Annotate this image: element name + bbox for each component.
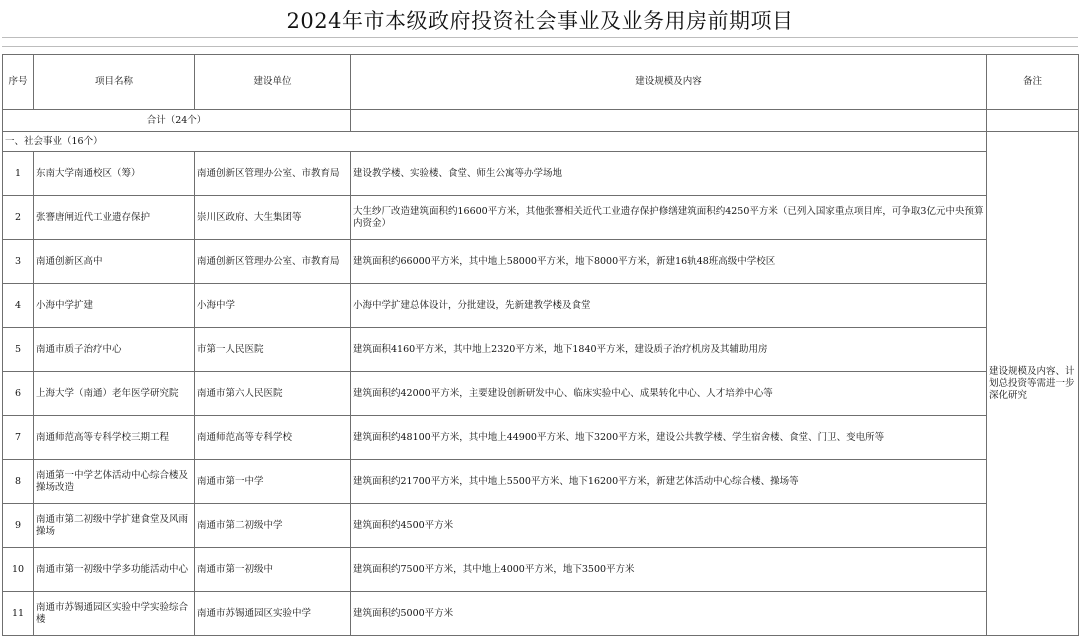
row-content: 小海中学扩建总体设计，分批建设，先新建教学楼及食堂 (351, 284, 987, 328)
row-builder: 崇川区政府、大生集团等 (195, 196, 351, 240)
row-content: 大生纱厂改造建筑面积约16600平方米，其他张謇相关近代工业遗存保护修缮建筑面积约4250平方米（已列入国家重点项目库，可争取3亿元中央预算内资金） (351, 196, 987, 240)
total-row (3, 110, 1079, 132)
total-remark (987, 110, 1079, 132)
row-project-name: 南通第一中学艺体活动中心综合楼及操场改造 (34, 460, 195, 504)
row-seq: 2 (3, 196, 34, 240)
table-row (3, 284, 1079, 328)
row-project-name: 南通市质子治疗中心 (34, 328, 195, 372)
row-seq: 11 (3, 592, 34, 636)
row-content: 建筑面积约7500平方米，其中地上4000平方米，地下3500平方米 (351, 548, 987, 592)
row-project-name: 小海中学扩建 (34, 284, 195, 328)
table-row (3, 328, 1079, 372)
row-builder: 南通创新区管理办公室、市教育局 (195, 240, 351, 284)
document-title: 2024年市本级政府投资社会事业及业务用房前期项目 (286, 9, 794, 33)
row-seq: 8 (3, 460, 34, 504)
separator-line (2, 46, 1078, 47)
row-builder: 南通市第一中学 (195, 460, 351, 504)
row-builder: 南通市第一初级中 (195, 548, 351, 592)
header-row (3, 55, 1079, 110)
row-seq: 3 (3, 240, 34, 284)
row-content: 建筑面积4160平方米，其中地上2320平方米，地下1840平方米，建设质子治疗机房及其辅助用房 (351, 328, 987, 372)
row-seq: 10 (3, 548, 34, 592)
row-builder: 南通市苏锡通园区实验中学 (195, 592, 351, 636)
row-content: 建筑面积约4500平方米 (351, 504, 987, 548)
row-project-name: 张謇唐闸近代工业遗存保护 (34, 196, 195, 240)
table-row (3, 196, 1079, 240)
table-row (3, 240, 1079, 284)
table-row (3, 460, 1079, 504)
row-seq: 4 (3, 284, 34, 328)
row-seq: 7 (3, 416, 34, 460)
row-content: 建筑面积约42000平方米，主要建设创新研发中心、临床实验中心、成果转化中心、人才培养中心等 (351, 372, 987, 416)
table-row (3, 152, 1079, 196)
header-builder: 建设单位 (195, 55, 351, 110)
projects-table (2, 54, 1079, 636)
row-seq: 9 (3, 504, 34, 548)
row-seq: 1 (3, 152, 34, 196)
total-label: 合计（24个） (3, 110, 351, 132)
table-row (3, 372, 1079, 416)
row-project-name: 南通市第一初级中学多功能活动中心 (34, 548, 195, 592)
row-project-name: 南通市第二初级中学扩建食堂及风雨操场 (34, 504, 195, 548)
row-content: 建筑面积约48100平方米，其中地上44900平方米、地下3200平方米，建设公共教学楼、学生宿舍楼、食堂、门卫、变电所等 (351, 416, 987, 460)
section-row (3, 132, 1079, 152)
row-project-name: 南通师范高等专科学校三期工程 (34, 416, 195, 460)
table-row (3, 548, 1079, 592)
row-builder: 小海中学 (195, 284, 351, 328)
table-row (3, 504, 1079, 548)
row-content: 建设教学楼、实验楼、食堂、师生公寓等办学场地 (351, 152, 987, 196)
row-content: 建筑面积约21700平方米，其中地上5500平方米、地下16200平方米，新建艺体活动中心综合楼、操场等 (351, 460, 987, 504)
total-content (351, 110, 987, 132)
header-scale-content: 建设规模及内容 (351, 55, 987, 110)
row-project-name: 上海大学（南通）老年医学研究院 (34, 372, 195, 416)
separator-line (2, 37, 1078, 38)
row-content: 建筑面积约66000平方米，其中地上58000平方米，地下8000平方米，新建16轨48班高级中学校区 (351, 240, 987, 284)
row-builder: 南通创新区管理办公室、市教育局 (195, 152, 351, 196)
header-seq: 序号 (3, 55, 34, 110)
section-label: 一、社会事业（16个） (3, 132, 987, 152)
row-seq: 6 (3, 372, 34, 416)
row-seq: 5 (3, 328, 34, 372)
row-builder: 南通市第二初级中学 (195, 504, 351, 548)
row-builder: 南通市第六人民医院 (195, 372, 351, 416)
row-builder: 南通师范高等专科学校 (195, 416, 351, 460)
row-project-name: 东南大学南通校区（筹） (34, 152, 195, 196)
row-project-name: 南通创新区高中 (34, 240, 195, 284)
row-builder: 市第一人民医院 (195, 328, 351, 372)
merged-remark: 建设规模及内容、计划总投资等需进一步深化研究 (987, 132, 1079, 636)
table-row (3, 416, 1079, 460)
header-project-name: 项目名称 (34, 55, 195, 110)
row-project-name: 南通市苏锡通园区实验中学实验综合楼 (34, 592, 195, 636)
table-row (3, 592, 1079, 636)
header-remark: 备注 (987, 55, 1079, 110)
row-content: 建筑面积约5000平方米 (351, 592, 987, 636)
